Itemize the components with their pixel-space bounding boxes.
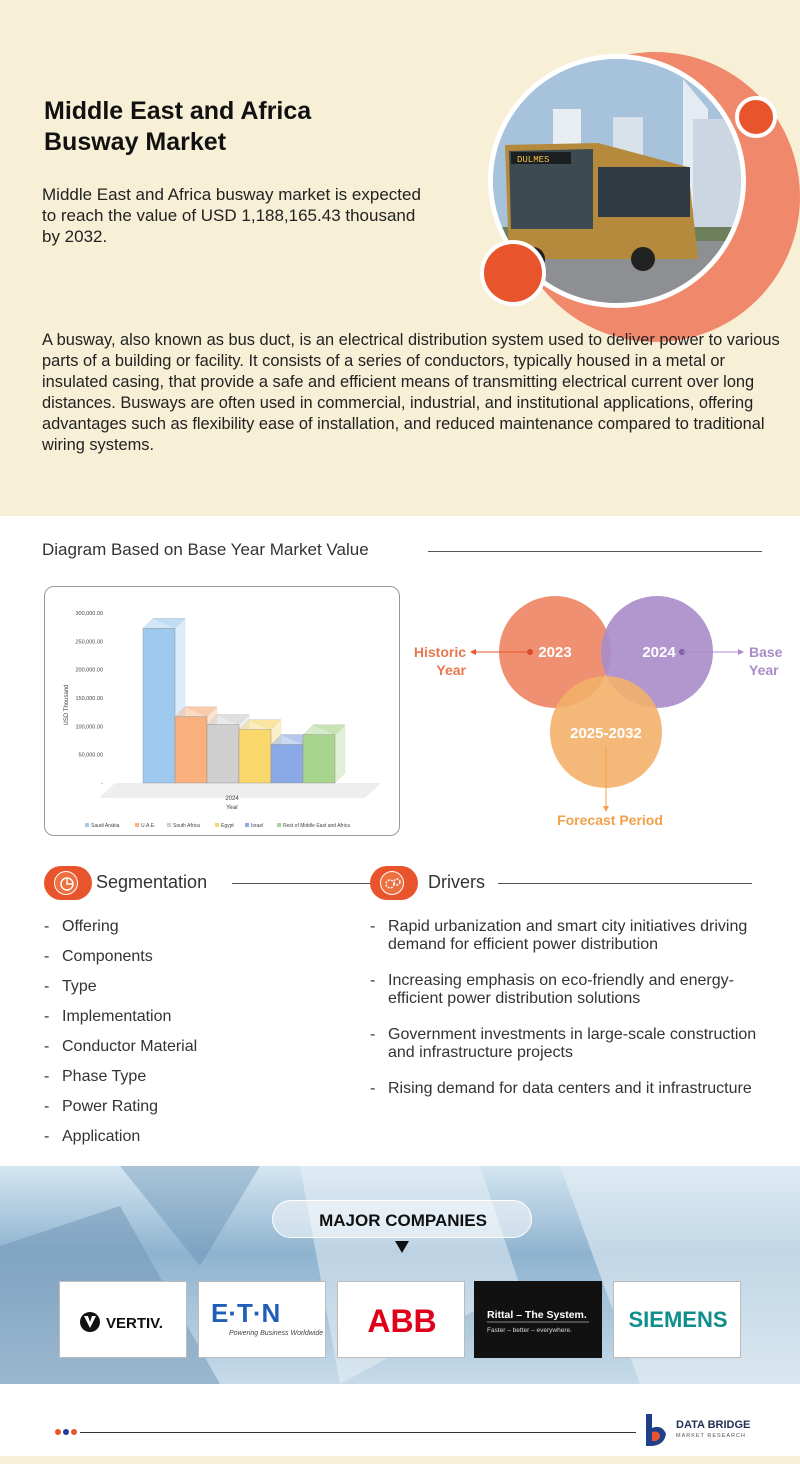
footer-divider (80, 1432, 636, 1433)
legend-label: U.A.E. (141, 823, 156, 829)
vertiv-logo (59, 1281, 187, 1358)
market-description: A busway, also known as bus duct, is an electrical distribution system used to deliver power to various parts of a building or facility. It consists of a series of conductors, typically housed in a metal or insulated casing, that provide a safe and efficient means of transmitting electrical current over long distances. Busways are often used in commercial, industrial, and institutional applications, offering advantages such as flexibility ease of installation, and reduced maintenance compared to traditional wiring systems. (42, 331, 780, 454)
abb-logo (337, 1281, 465, 1358)
historic-year-value: 2023 (538, 644, 572, 661)
svg-text:Powering Business Worldwide: Powering Business Worldwide (229, 1330, 324, 1337)
legend-label: Egypt (221, 823, 234, 829)
legend-swatch (277, 823, 281, 827)
x-category-label: 2024 (225, 796, 239, 802)
eaton-logo (198, 1281, 326, 1358)
segmentation-badge (44, 866, 92, 900)
divider (428, 551, 762, 552)
rittal-logo (474, 1281, 602, 1358)
list-item: - Increasing emphasis on eco-friendly and energy-efficient power distribution solutions (370, 972, 780, 1008)
svg-text:Faster – better – everywhere.: Faster – better – everywhere. (487, 1327, 572, 1334)
list-item: - Rapid urbanization and smart city initiatives driving demand for efficient power distribution (370, 918, 780, 954)
list-item: - Components (44, 948, 153, 965)
chart-floor (99, 783, 381, 798)
drivers-list (370, 918, 780, 1116)
forecast-period-value: 2025-2032 (570, 725, 642, 742)
y-tick-label: 200,000.00 (75, 667, 103, 674)
footer-dot (55, 1429, 61, 1435)
diagram-title: Diagram Based on Base Year Market Value (42, 540, 369, 559)
legend-swatch (245, 823, 249, 827)
y-tick-label: - (101, 781, 103, 787)
pie-chart-icon (54, 871, 78, 895)
period-venn (410, 586, 790, 836)
bar-chart (44, 586, 400, 836)
list-item: - Government investments in large-scale construction and infrastructure projects (370, 1026, 780, 1062)
base-label: Base (749, 644, 783, 660)
major-companies-pill (272, 1200, 532, 1238)
list-item: - Phase Type (44, 1068, 147, 1085)
forecast-label: Forecast Period (557, 812, 663, 828)
list-item: - Implementation (44, 1008, 172, 1025)
data-bridge-logo (640, 1410, 770, 1450)
decorative-dot (735, 96, 777, 138)
base-year-value: 2024 (642, 644, 676, 661)
footer-dot (71, 1429, 77, 1435)
svg-text:VERTIV.: VERTIV. (106, 1315, 163, 1332)
market-summary: Middle East and Africa busway market is expected to reach the value of USD 1,188,165.43 thousand by 2032. (42, 185, 421, 246)
bus-sign-text: DULMES (517, 155, 550, 165)
svg-text:SIEMENS: SIEMENS (628, 1307, 728, 1332)
legend-swatch (135, 823, 139, 827)
svg-text:DATA BRIDGE: DATA BRIDGE (676, 1419, 751, 1431)
legend-label: Saudi Arabia (91, 823, 120, 829)
bar-chart-svg (45, 587, 401, 837)
list-item: - Rising demand for data centers and it infrastructure (370, 1080, 780, 1098)
y-axis-label: USD Thousand (64, 684, 70, 726)
gears-icon (380, 871, 404, 895)
legend-label: Israel (251, 823, 264, 829)
list-item: - Application (44, 1128, 141, 1145)
divider (498, 883, 752, 884)
decorative-dot (480, 240, 546, 306)
major-companies-title: MAJOR COMPANIES (319, 1211, 487, 1230)
x-axis-label: Year (225, 805, 239, 811)
list-item: - Offering (44, 918, 119, 935)
historic-label: Historic (413, 644, 466, 660)
siemens-logo (613, 1281, 741, 1358)
legend-swatch (85, 823, 89, 827)
page-title: Middle East and Africa Busway Market (44, 97, 312, 156)
y-tick-label: 150,000.00 (75, 696, 103, 702)
list-item: - Type (44, 978, 97, 995)
segmentation-list (44, 918, 197, 1158)
divider (232, 883, 372, 884)
y-tick-label: 250,000.00 (75, 639, 103, 646)
legend-label: South Africa (173, 823, 200, 829)
y-tick-label: 50,000.00 (78, 752, 103, 759)
historic-label-year: Year (436, 662, 466, 678)
svg-text:Rittal – The System.: Rittal – The System. (487, 1309, 587, 1321)
y-tick-label: 300,000.00 (75, 611, 103, 617)
segmentation-title: Segmentation (96, 872, 208, 892)
drivers-badge (370, 866, 418, 900)
svg-text:MARKET RESEARCH: MARKET RESEARCH (676, 1433, 746, 1439)
arrow-down-icon (395, 1241, 409, 1253)
drivers-title: Drivers (428, 872, 485, 892)
legend-swatch (167, 823, 171, 827)
svg-text:E·T·N: E·T·N (211, 1298, 281, 1328)
legend-swatch (215, 823, 219, 827)
footer-dot (63, 1429, 69, 1435)
base-label-year: Year (749, 662, 779, 678)
svg-text:ABB: ABB (367, 1303, 437, 1339)
bottom-bar (0, 1456, 800, 1464)
list-item: - Power Rating (44, 1098, 159, 1115)
legend-label: Rest of Middle East and Africa (283, 823, 350, 829)
list-item: - Conductor Material (44, 1038, 198, 1055)
bar-rest-of-middle-east-and-africa (303, 725, 345, 783)
y-tick-label: 100,000.00 (75, 724, 103, 731)
